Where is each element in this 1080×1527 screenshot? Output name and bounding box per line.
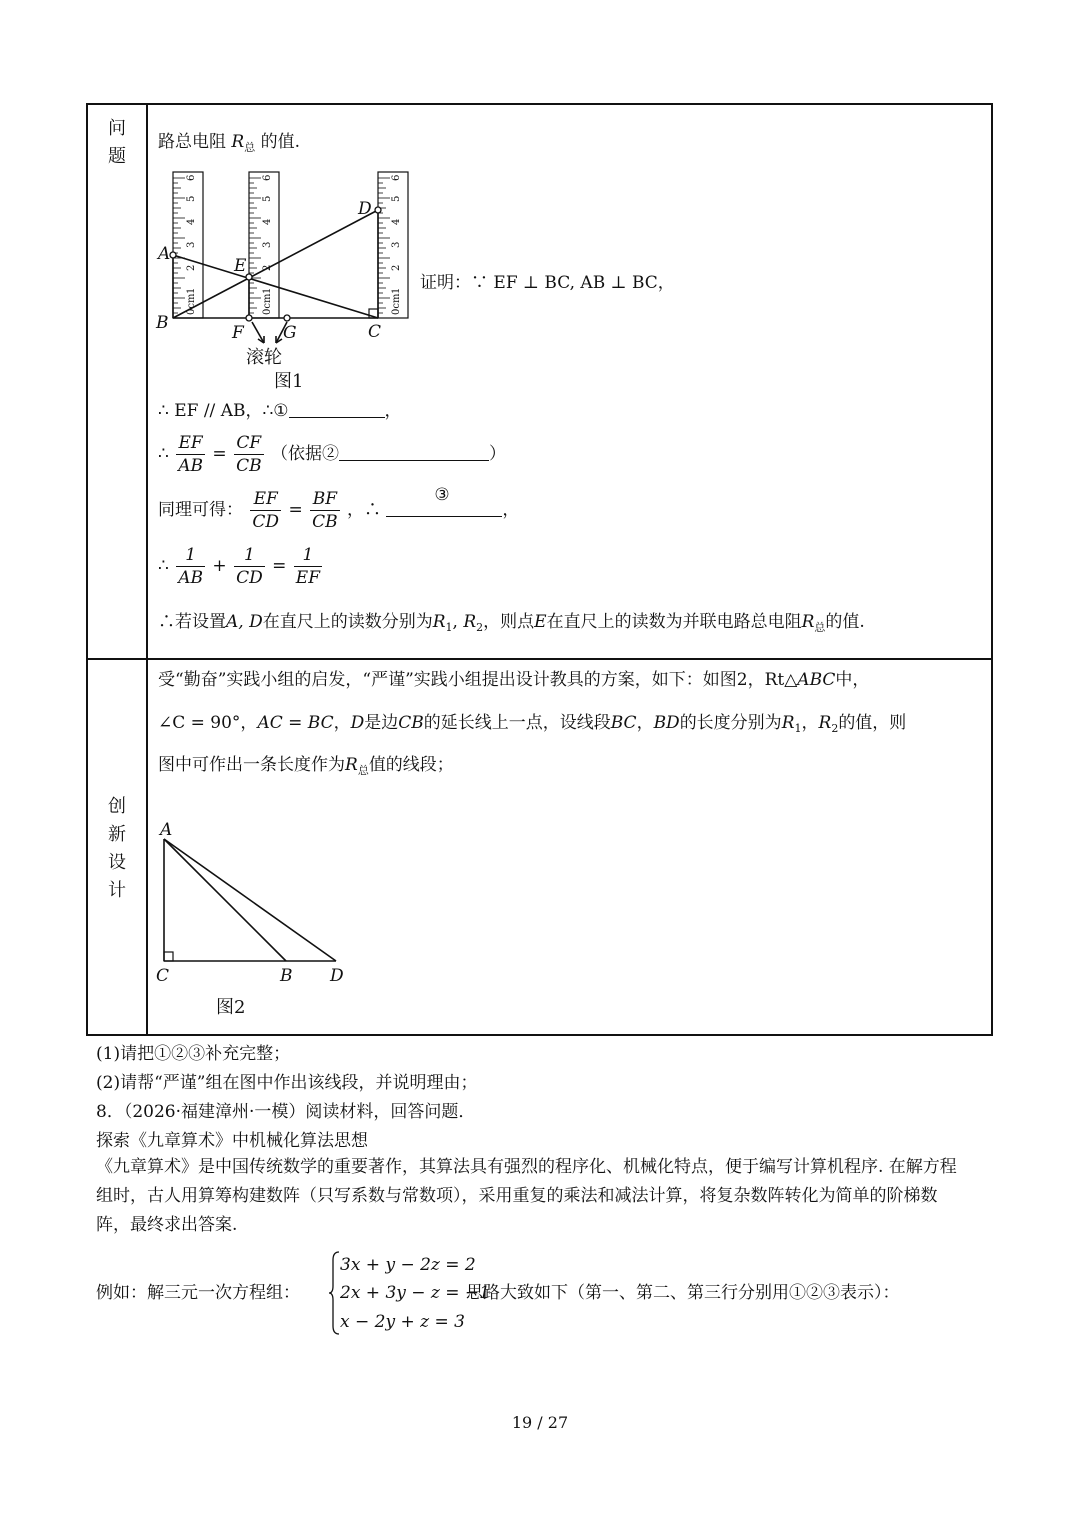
tick-label: 2 bbox=[391, 264, 402, 271]
line5-b: 在直尺上的读数分别为 bbox=[262, 612, 433, 632]
row2-label-char: 创 bbox=[108, 796, 126, 817]
tick-label: 4 bbox=[186, 218, 197, 225]
row2-line1-a: 受“勤奋”实践小组的启发，“严谨”实践小组提出设计教具的方案，如下：如图2，Rt△ bbox=[158, 670, 798, 690]
line5-c: ，则点 bbox=[483, 612, 535, 632]
numerator: EF bbox=[250, 488, 281, 511]
proof-line-2 bbox=[158, 430, 506, 478]
row2-line-3 bbox=[158, 753, 454, 783]
therefore: ∴ bbox=[158, 444, 169, 464]
tick-label: 5 bbox=[186, 195, 197, 202]
label-a: A bbox=[160, 820, 173, 840]
denominator: CD bbox=[252, 512, 280, 532]
triangle-abc: ABC bbox=[797, 670, 836, 690]
point-a-dot bbox=[170, 252, 176, 258]
numerator: 1 bbox=[234, 544, 265, 567]
proof-line-5 bbox=[158, 610, 865, 640]
denominator: AB bbox=[178, 568, 204, 588]
point-d-dot bbox=[375, 207, 381, 213]
equation-3: x − 2y + z = 3 bbox=[340, 1312, 465, 1332]
line3-prefix: 同理可得： bbox=[158, 500, 243, 520]
equals: = bbox=[272, 556, 287, 576]
equation-2: 2x + 3y − z = −1 bbox=[340, 1283, 490, 1303]
r-sub-1: 1 bbox=[794, 722, 802, 735]
plus: + bbox=[212, 556, 227, 576]
proof-line-4 bbox=[158, 542, 324, 590]
tick-label: 3 bbox=[262, 241, 273, 248]
fraction-1-ab bbox=[176, 544, 205, 589]
side-cb: CB bbox=[398, 713, 424, 733]
label-b: B bbox=[156, 313, 169, 333]
line3-mid: ，∴ bbox=[347, 500, 382, 520]
label-d: D bbox=[330, 966, 344, 986]
r-subscript: 总 bbox=[814, 621, 826, 634]
r-symbol: R bbox=[231, 132, 245, 152]
figure-2-caption: 图2 bbox=[216, 997, 246, 1018]
fraction-bf-cb bbox=[310, 488, 340, 533]
line1-suffix: ， bbox=[384, 401, 402, 421]
r-sub-2: 2 bbox=[831, 722, 839, 735]
basis-suffix: ） bbox=[488, 444, 506, 464]
denominator: CB bbox=[312, 512, 338, 532]
page-number: 19 / 27 bbox=[511, 1413, 569, 1432]
tick-label: 0cm bbox=[262, 293, 273, 315]
denominator: CD bbox=[236, 568, 263, 588]
row2-label-char: 设 bbox=[108, 852, 126, 873]
fraction-ef-ab bbox=[176, 432, 205, 477]
text: 的延长线上一点，设线段 bbox=[423, 713, 611, 733]
r-subscript: 总 bbox=[244, 141, 256, 154]
wheel-label: 滚轮 bbox=[246, 347, 282, 368]
tick-label: 1 bbox=[186, 287, 197, 294]
line5-f: 的值. bbox=[825, 612, 865, 632]
text: 的长度分别为 bbox=[679, 713, 782, 733]
label-c: C bbox=[368, 322, 382, 342]
tick-label: 3 bbox=[186, 241, 197, 248]
proof-line-3 bbox=[158, 486, 519, 534]
line3-suffix: ， bbox=[502, 500, 520, 520]
tick-label: 5 bbox=[262, 195, 273, 202]
row2-label-char: 新 bbox=[108, 824, 126, 845]
row2-label bbox=[102, 793, 132, 905]
r-symbol: R bbox=[432, 612, 446, 632]
therefore: ∴ bbox=[158, 556, 169, 576]
material-paragraph: 《九章算术》是中国传统数学的重要著作，其算法具有强烈的程序化、机械化特点，便于编写计算机程序. 在解方程组时，古人用算筹构建数阵（只写系数与常数项），采用重复的乘法和减法计算，将复杂数阵转化为简单的阶梯数阵，最终求出答案. bbox=[96, 1157, 957, 1235]
figure-1-caption: 图1 bbox=[274, 371, 304, 389]
fraction-1-cd bbox=[234, 544, 265, 589]
fraction-cf-cb bbox=[234, 432, 264, 477]
point-f-dot bbox=[246, 315, 252, 321]
point-g-dot bbox=[284, 315, 290, 321]
problem-table bbox=[86, 103, 993, 1036]
blank-3 bbox=[386, 485, 502, 517]
numerator: 1 bbox=[176, 544, 205, 567]
row2-line-1 bbox=[158, 668, 869, 692]
tick-label: 6 bbox=[391, 174, 402, 181]
fraction-ef-cd bbox=[250, 488, 281, 533]
brace-icon bbox=[328, 1250, 340, 1336]
label-a: A bbox=[158, 244, 171, 264]
text: 是边 bbox=[364, 713, 399, 733]
label-d: D bbox=[358, 199, 372, 219]
r-sub-1: 1 bbox=[445, 621, 453, 634]
r-symbol: R bbox=[463, 612, 477, 632]
point-d: D bbox=[350, 713, 365, 733]
side-ad bbox=[164, 839, 336, 961]
label-b: B bbox=[280, 966, 293, 986]
line1-prefix: ∴ EF // AB，∴① bbox=[158, 401, 289, 421]
line5-e: E bbox=[534, 612, 547, 632]
tick-label: 0cm bbox=[186, 293, 197, 315]
tick-label: 6 bbox=[262, 174, 273, 181]
problem-8-header: 8．（2026·福建漳州·一模）阅读材料，回答问题． bbox=[96, 1102, 476, 1122]
numerator: CF bbox=[234, 432, 264, 455]
equals: = bbox=[288, 500, 303, 520]
denominator: EF bbox=[295, 568, 320, 588]
label-c: C bbox=[156, 966, 170, 986]
numerator: 1 bbox=[294, 544, 322, 567]
numerator: EF bbox=[176, 432, 205, 455]
comma: ， bbox=[636, 713, 654, 733]
tick-label: 2 bbox=[262, 264, 273, 271]
side-ab bbox=[164, 839, 286, 961]
figure-2-triangle bbox=[150, 815, 350, 1020]
tick-label: 2 bbox=[186, 264, 197, 271]
tick-label: 1 bbox=[391, 287, 402, 294]
comma: ， bbox=[801, 713, 819, 733]
tick-label: 6 bbox=[186, 174, 197, 181]
proof-line-1 bbox=[158, 399, 402, 423]
segment-bd: BD bbox=[653, 713, 680, 733]
r-sub-2: 2 bbox=[476, 621, 484, 634]
line5-ad: A, D bbox=[226, 612, 263, 632]
right-angle-mark bbox=[164, 952, 173, 961]
text: 的值，则 bbox=[838, 713, 907, 733]
example-suffix: 思路大致如下（第一、第二、第三行分别用①②③表示）： bbox=[466, 1283, 900, 1303]
text: 图中可作出一条长度作为 bbox=[158, 755, 345, 775]
tick-label: 3 bbox=[391, 241, 402, 248]
tick-label: 0cm bbox=[391, 293, 402, 315]
fraction-1-ef bbox=[294, 544, 322, 589]
tick-label: 4 bbox=[262, 218, 273, 225]
label-e: E bbox=[234, 256, 247, 276]
example-prefix: 例如：解三元一次方程组： bbox=[96, 1283, 300, 1303]
denominator: AB bbox=[178, 456, 204, 476]
question-2: (2)请帮“严谨”组在图中作出该线段，并说明理由； bbox=[96, 1073, 478, 1093]
intro-prefix: 路总电阻 bbox=[158, 132, 226, 152]
table-row-divider bbox=[88, 658, 991, 660]
numerator: BF bbox=[310, 488, 340, 511]
denominator: CB bbox=[236, 456, 262, 476]
row2-line1-b: 中， bbox=[835, 670, 870, 690]
r-symbol: R bbox=[345, 755, 358, 775]
row1-label-char: 题 bbox=[108, 146, 126, 167]
tick-label: 4 bbox=[391, 218, 402, 225]
r-symbol: R bbox=[818, 713, 832, 733]
label-g: G bbox=[283, 323, 297, 343]
equation-1: 3x + y − 2z = 2 bbox=[340, 1255, 476, 1275]
line5-d: 在直尺上的读数为并联电路总电阻 bbox=[546, 612, 802, 632]
proof-intro: 证明：∵ EF ⊥ BC, AB ⊥ BC， bbox=[420, 273, 675, 293]
row1-label-char: 问 bbox=[108, 118, 126, 139]
r-subscript: 总 bbox=[357, 764, 369, 777]
equals: = bbox=[212, 444, 227, 464]
row1-label bbox=[102, 115, 132, 171]
row1-intro bbox=[158, 130, 300, 160]
row2-line-2 bbox=[158, 711, 906, 741]
text: 值的线段； bbox=[368, 755, 454, 775]
row2-label-char: 计 bbox=[108, 880, 126, 901]
table-column-divider bbox=[146, 105, 148, 1034]
circle-3: ③ bbox=[434, 485, 450, 505]
tick-label: 5 bbox=[391, 195, 402, 202]
separator: , bbox=[452, 612, 464, 632]
blank-2 bbox=[339, 442, 489, 461]
angle-c: ∠C = 90°， bbox=[158, 713, 258, 733]
tick-label: 1 bbox=[262, 287, 273, 294]
basis-prefix: （依据② bbox=[270, 444, 339, 464]
line5-a: ∴若设置 bbox=[158, 612, 226, 632]
question-1: (1)请把①②③补充完整； bbox=[96, 1044, 291, 1064]
point-e-dot bbox=[246, 274, 252, 280]
intro-suffix: 的值. bbox=[260, 132, 301, 152]
r-symbol: R bbox=[801, 612, 815, 632]
section-title: 探索《九章算术》中机械化算法思想 bbox=[96, 1131, 368, 1151]
segment-bc: BC bbox=[610, 713, 637, 733]
blank-1 bbox=[289, 399, 385, 418]
ac-eq-bc: AC = BC bbox=[257, 713, 334, 733]
figure-1-rulers bbox=[154, 167, 424, 389]
r-symbol: R bbox=[781, 713, 795, 733]
comma: ， bbox=[333, 713, 351, 733]
label-f: F bbox=[232, 323, 244, 343]
